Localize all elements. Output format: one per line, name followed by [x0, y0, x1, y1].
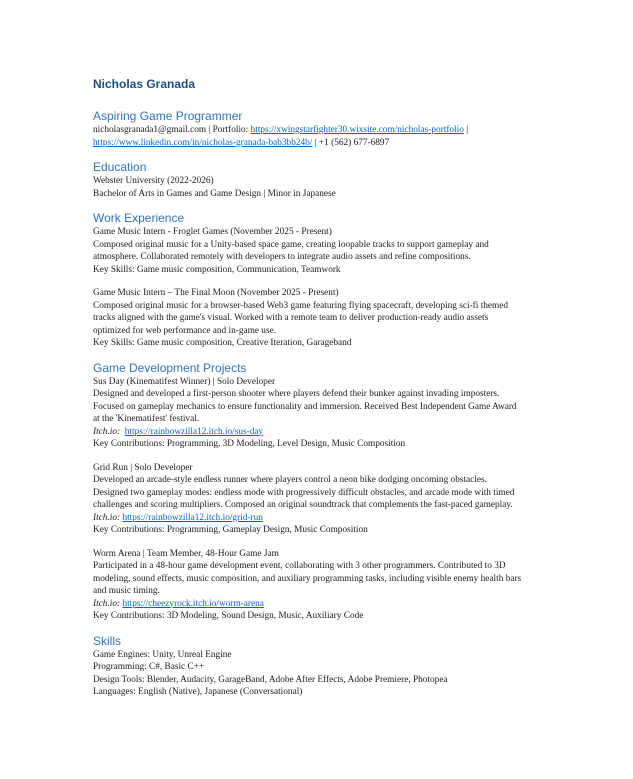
- skills-line: Game Engines: Unity, Unreal Engine: [93, 649, 232, 660]
- work-entry-heading: Game Music Intern - Froglet Games (November 2025 - Present): [93, 227, 332, 237]
- work-entry-skills: Key Skills: Game music composition, Communication, Teamwork: [93, 264, 341, 275]
- education-degree: Bachelor of Arts in Games and Game Design | Minor in Japanese: [93, 188, 336, 199]
- contact-info: [93, 124, 523, 149]
- project-description: Designed and developed a first-person shooter where players defend their bunker against invading imposters. Focused on gameplay mechanics to ensure functionality and immersion. Received Best Independent Game Award at the 'Kinematifest' festival.: [93, 389, 517, 424]
- candidate-name: Nicholas Granada: [93, 77, 196, 91]
- education-school: Webster University (2022-2026): [93, 176, 214, 186]
- project-link[interactable]: https://rainbowzilla12.itch.io/grid-run: [122, 512, 263, 523]
- contact-line-2: [93, 137, 523, 150]
- skills-line: Design Tools: Blender, Audacity, GarageBand, Adobe After Effects, Adobe Premiere, Photopea: [93, 674, 448, 685]
- project-link-line: [93, 512, 523, 525]
- work-title: Work Experience: [93, 211, 185, 225]
- projects-title: Game Development Projects: [93, 360, 247, 375]
- resume-page: [93, 76, 523, 699]
- email-text: nicholasgranada1@gmail.com | Portfolio:: [93, 125, 251, 135]
- education-section: [93, 175, 523, 200]
- project-contributions: Key Contributions: Programming, Gameplay Design, Music Composition: [93, 525, 368, 535]
- project-link[interactable]: https://rainbowzilla12.itch.io/sus-day: [124, 426, 264, 437]
- project-link-line: [93, 598, 523, 611]
- project-contributions: Key Contributions: Programming, 3D Modeling, Level Design, Music Composition: [93, 439, 406, 449]
- project-link[interactable]: https://cheezyrock.itch.io/worm-arena: [122, 598, 264, 609]
- project-link-label: Itch.io:: [93, 598, 121, 609]
- work-section: [93, 226, 523, 350]
- skills-section: [93, 649, 523, 699]
- project-heading: Sus Day (Kinematifest Winner) | Solo Developer: [93, 376, 276, 387]
- work-entry-skills: Key Skills: Game music composition, Creative Iteration, Garageband: [93, 338, 352, 348]
- phone-text: | +1 (562) 677-6897: [312, 137, 390, 148]
- project-link-line: [93, 426, 523, 439]
- project-description: Developed an arcade-style endless runner where players control a neon bike dodging oncoming obstacles. Designed two gameplay modes: endless mode with progressively difficult obstacles, and arcade mode with timed challenges and scoring multipliers. Composed an original soundtrack that complements the fast-paced gameplay.: [93, 475, 515, 510]
- work-entry: [93, 287, 523, 350]
- project-heading: Worm Arena | Team Member, 48-Hour Game Jam: [93, 548, 279, 559]
- portfolio-link[interactable]: https://xwingstarfighter30.wixsite.com/nicholas-portfolio: [250, 125, 464, 135]
- contact-separator: |: [463, 125, 469, 135]
- work-entry-description: Composed original music for a Unity-based space game, creating loopable tracks to support gameplay and atmosphere. Collaborated remotely with developers to integrate audio assets and refine compositions.: [93, 239, 489, 262]
- linkedin-link[interactable]: https://www.linkedin.com/in/nicholas-granada-bab3bb24b/: [93, 137, 313, 148]
- project-heading: Grid Run | Solo Developer: [93, 462, 193, 473]
- project-link-label: Itch.io:: [93, 512, 121, 523]
- skills-line: Programming: C#, Basic C++: [93, 662, 205, 672]
- skills-line: Languages: English (Native), Japanese (Conversational): [93, 687, 303, 697]
- projects-section: [93, 376, 523, 623]
- skills-title: Skills: [93, 633, 122, 648]
- project-entry: [93, 376, 523, 451]
- work-entry: [93, 226, 523, 276]
- education-title: Education: [93, 160, 147, 174]
- headline: Aspiring Game Programmer: [93, 109, 243, 123]
- project-description: Participated in a 48-hour game development event, collaborating with 3 other programmers. Contributed to 3D modeling, sound effects, music composition, and auxiliary programming tasks, including visible enemy health bars and music timing.: [93, 561, 522, 596]
- project-entry: [93, 462, 523, 537]
- work-entry-description: Composed original music for a browser-based Web3 game featuring flying spacecraft, developing sci-fi themed tracks aligned with the game's visual. Worked with a remote team to deliver production-ready audio assets optimized for web performance and in-game use.: [93, 300, 509, 336]
- project-link-label: Itch.io:: [93, 426, 121, 437]
- work-entry-heading: Game Music Intern – The Final Moon (November 2025 - Present): [93, 288, 339, 298]
- project-entry: [93, 548, 523, 623]
- contact-line-1: [93, 124, 523, 137]
- project-contributions: Key Contributions: 3D Modeling, Sound Design, Music, Auxiliary Code: [93, 611, 364, 621]
